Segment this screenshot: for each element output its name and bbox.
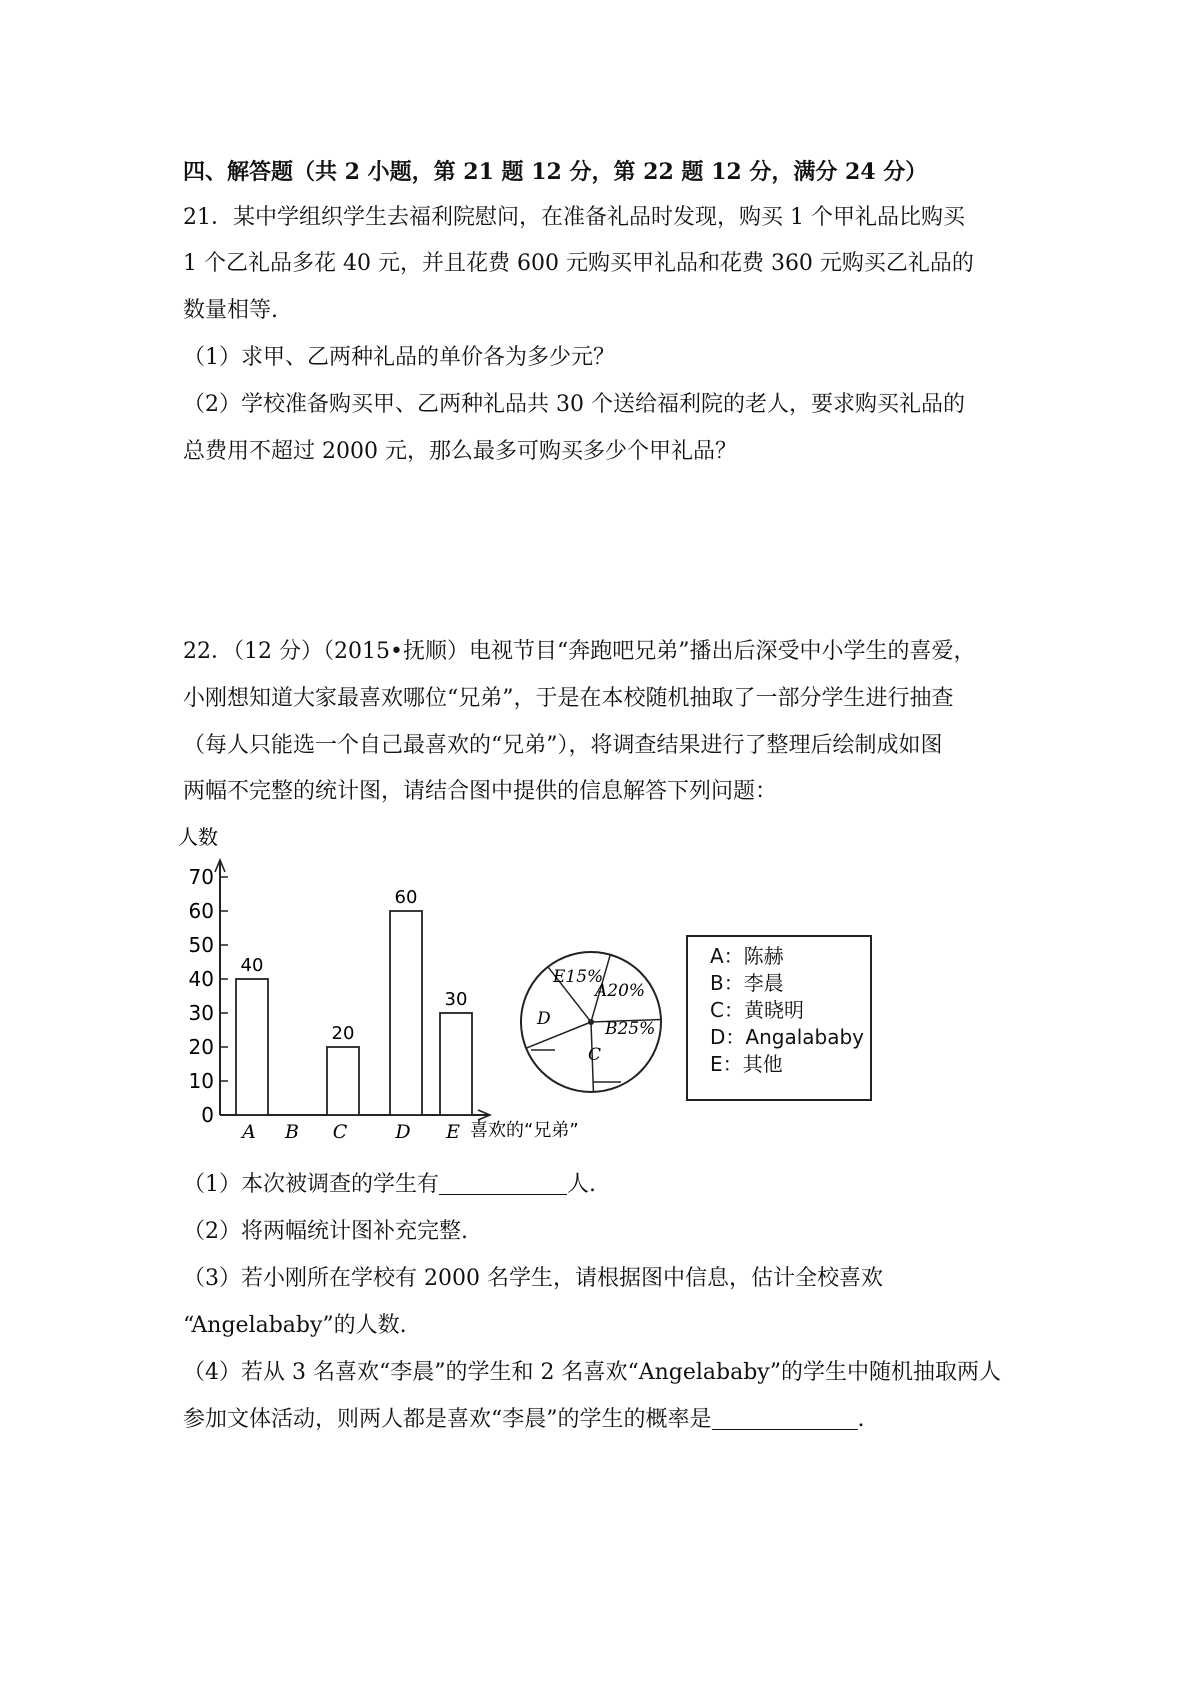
bar-data-label: 40 [240,955,264,976]
bar-data-label: 60 [394,887,418,908]
answer-blank-1[interactable] [439,1172,567,1195]
pie-label-e: E15% [553,967,604,987]
legend-item-c: C：黄晓明 [710,998,804,1022]
q21-line-3: 数量相等. [183,298,278,323]
q21-part-2-line-1: （2）学校准备购买甲、乙两种礼品共 30 个送给福利院的老人，要求购买礼品的 [183,392,965,417]
bar-chart [178,825,579,1143]
y-tick-label: 40 [188,967,214,991]
bar-a [236,979,268,1115]
q21-line-2: 1 个乙礼品多花 40 元，并且花费 600 元购买甲礼品和花费 360 元购买乙礼品的 [183,251,974,276]
y-tick-label: 20 [188,1035,214,1059]
q22-part-4-line-2 [183,1405,865,1435]
bar-e [440,1013,472,1115]
legend-item-d: D：Angalababy [710,1025,865,1049]
pie-label-c: C [588,1045,602,1065]
y-axis-label: 人数 [178,825,218,849]
y-tick-label: 0 [201,1103,214,1127]
x-tick-label: A [242,1121,256,1143]
q22-line-1: 22．（12 分）（2015•抚顺）电视节目“奔跑吧兄弟”播出后深受中小学生的喜爱， [183,639,976,664]
pie-legend [686,935,872,1101]
q22-part-1-prefix: （1）本次被调查的学生有 [183,1172,439,1197]
pie-center-dot [588,1019,594,1025]
x-tick-label: B [285,1121,299,1143]
q22-part-1-suffix: 人. [567,1172,596,1197]
q22-part-4-suffix: . [857,1407,865,1432]
y-tick-label: 50 [188,933,214,957]
x-tick-label: E [446,1121,460,1143]
bar-data-label: 30 [444,989,468,1010]
q21-line-1: 21．某中学组织学生去福利院慰问，在准备礼品时发现，购买 1 个甲礼品比购买 [183,205,965,230]
x-tick-label: C [332,1121,348,1143]
q22-part-3-line-1: （3）若小刚所在学校有 2000 名学生，请根据图中信息，估计全校喜欢 [183,1266,883,1291]
legend-item-e: E：其他 [710,1052,783,1076]
answer-blank-2[interactable] [712,1407,858,1430]
x-tick-label: D [395,1121,411,1143]
q22-part-4-line-1: （4）若从 3 名喜欢“李晨”的学生和 2 名喜欢“Angelababy”的学生中随机抽取两人 [183,1360,1001,1385]
legend-item-b: B：李晨 [710,971,784,995]
y-tick-label: 30 [188,1001,214,1025]
y-tick-label: 10 [188,1069,214,1093]
pie-chart [521,952,661,1092]
pie-label-a: A20% [595,981,646,1001]
q22-part-2: （2）将两幅统计图补充完整. [183,1219,468,1244]
bar-d [390,911,422,1115]
legend-item-a: A：陈赫 [710,944,784,968]
q22-line-2: 小刚想知道大家最喜欢哪位“兄弟”，于是在本校随机抽取了一部分学生进行抽查 [183,686,954,711]
q22-part-3-line-2: “Angelababy”的人数. [183,1313,407,1338]
q21-part-2-line-2: 总费用不超过 2000 元，那么最多可购买多少个甲礼品？ [183,439,737,464]
y-tick-label: 70 [188,865,214,889]
q22-part-1 [183,1170,596,1200]
x-axis-label: 喜欢的“兄弟” [470,1120,579,1141]
q22-line-3: （每人只能选一个自己最喜欢的“兄弟”），将调查结果进行了整理后绘制成如图 [183,733,943,758]
section-title: 四、解答题（共 2 小题，第 21 题 12 分，第 22 题 12 分，满分 24 分） [183,159,928,185]
bar-c [327,1047,359,1115]
pie-label-d: D [537,1009,551,1029]
q22-line-4: 两幅不完整的统计图，请结合图中提供的信息解答下列问题： [183,779,778,804]
bar-data-label: 20 [331,1023,355,1044]
pie-label-b: B25% [605,1019,656,1039]
y-tick-label: 60 [188,899,214,923]
q22-part-4-prefix: 参加文体活动，则两人都是喜欢“李晨”的学生的概率是 [183,1407,712,1432]
q21-part-1: （1）求甲、乙两种礼品的单价各为多少元？ [183,345,615,370]
